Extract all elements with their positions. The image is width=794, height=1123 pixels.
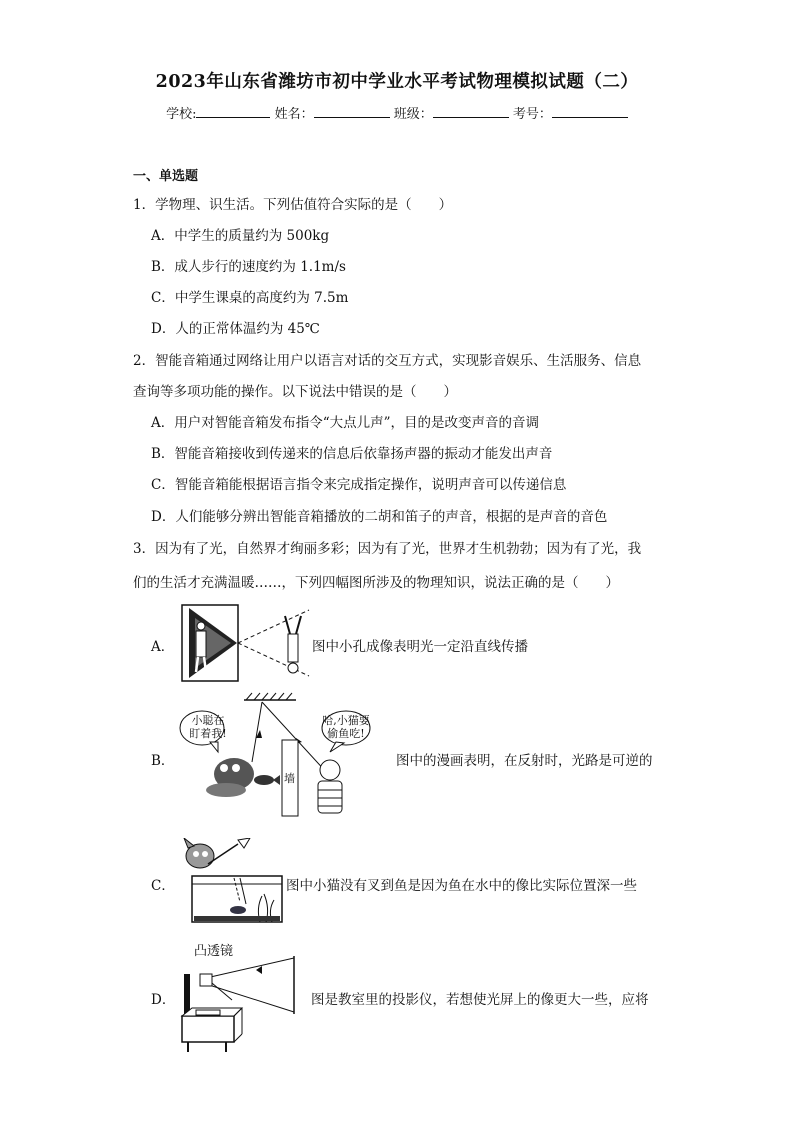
boy-speech-bubble [322,714,370,740]
q2-option-d[interactable]: D．人们能够分辨出智能音箱播放的二胡和笛子的声音，根据的是声音的音色 [151,509,608,525]
wall-label: 墙 [284,772,295,785]
q3-option-b-text[interactable]: 图中的漫画表明，在反射时，光路是可逆的 [396,753,653,769]
q1-option-b[interactable]: B．成人步行的速度约为 1.1m/s [151,259,346,275]
q3-option-c-label[interactable]: C． [151,878,175,894]
name-label: 姓名： [274,107,314,122]
q2-stem-line1: 2．智能音箱通过网络让用户以语言对话的交互方式，实现影音娱乐、生活服务、信息 [133,353,642,369]
q2-option-b[interactable]: B．智能音箱接收到传递来的信息后依靠扬声器的振动才能发出声音 [151,446,553,462]
class-blank[interactable] [433,105,509,118]
q3-stem-line2: 们的生活才充满温暖……，下列四幅图所涉及的物理知识，说法正确的是（ ） [133,575,619,591]
cat-speech-bubble [186,714,230,740]
school-label: 学校: [166,107,197,122]
convex-lens-label: 凸透镜 [194,944,234,959]
q3-option-d-label[interactable]: D． [151,992,176,1008]
cat-speech-line2: 盯着我! [189,727,227,740]
q3-option-c-text[interactable]: 图中小猫没有叉到鱼是因为鱼在水中的像比实际位置深一些 [286,878,637,894]
q1-option-a[interactable]: A．中学生的质量约为 500kg [151,228,330,244]
page-title: 2023年山东省潍坊市初中学业水平考试物理模拟试题（二） [155,72,639,92]
exam-number-label: 考号： [512,107,552,122]
q3-option-a-label[interactable]: A． [151,639,175,655]
q3-option-d-text[interactable]: 图是教室里的投影仪，若想使光屏上的像更大一些，应将 [311,992,649,1008]
cat-fishing-figure [178,838,284,924]
q2-option-c[interactable]: C．智能音箱能根据语言指令来完成指定操作，说明声音可以传递信息 [151,477,567,493]
name-blank[interactable] [314,105,390,118]
cat-speech-line1: 小聪在 [191,714,225,727]
section-heading: 一、单选题 [133,169,199,184]
student-info-line [0,103,794,122]
school-blank[interactable] [196,105,270,118]
q2-stem-line2: 查询等多项功能的操作。以下说法中错误的是（ ） [133,384,457,400]
q1-option-c[interactable]: C．中学生课桌的高度约为 7.5m [151,290,349,306]
reflection-cartoon-figure [178,690,396,820]
q2-option-a[interactable]: A．用户对智能音箱发布指令“大点儿声”，目的是改变声音的音调 [151,415,540,431]
q3-option-b-label[interactable]: B． [151,753,175,769]
pinhole-camera-figure [181,604,311,682]
exam-number-blank[interactable] [552,105,628,118]
q1-stem: 1．学物理、识生活。下列估值符合实际的是（ ） [133,197,453,213]
projector-figure [176,956,308,1052]
q1-option-d[interactable]: D．人的正常体温约为 45℃ [151,321,320,337]
q3-option-a-text[interactable]: 图中小孔成像表明光一定沿直线传播 [312,639,528,655]
q3-stem-line1: 3．因为有了光，自然界才绚丽多彩；因为有了光，世界才生机勃勃；因为有了光，我 [133,541,642,557]
boy-speech-line2: 偷鱼吃! [327,727,365,740]
boy-speech-line1: 哈,小猫要 [322,714,370,727]
class-label: 班级： [393,107,433,122]
